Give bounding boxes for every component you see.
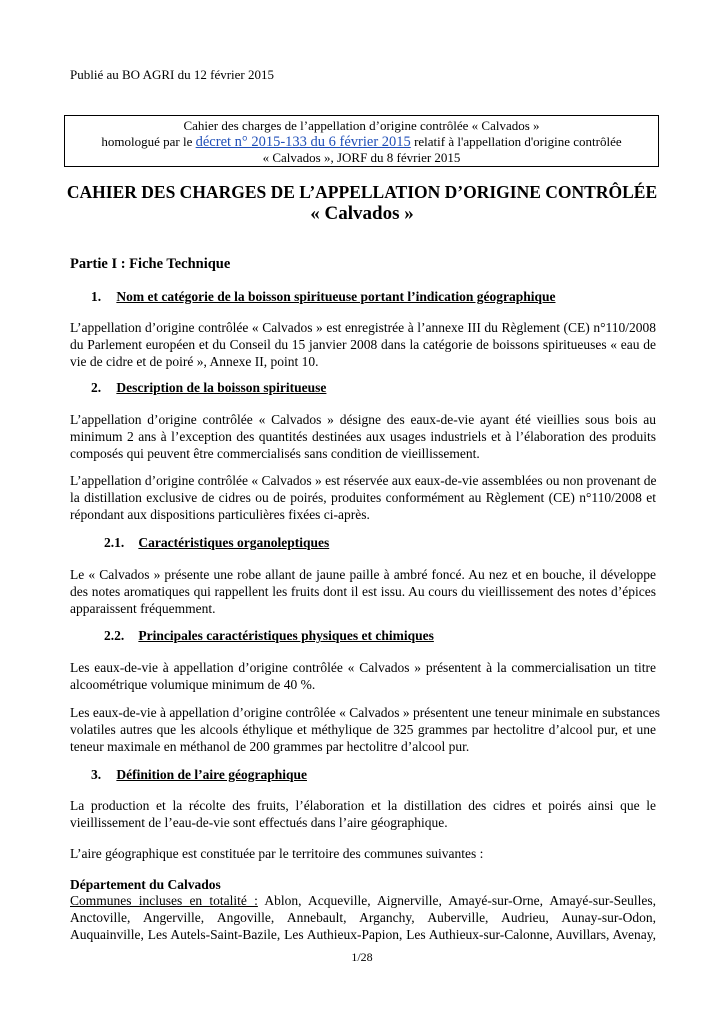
section-1-title: Nom et catégorie de la boisson spiritueuse portant l’indication géographique [116, 289, 556, 304]
reference-box [64, 115, 659, 167]
page-number: 1/28 [351, 950, 373, 964]
text-line: des notes aromatiques qui rappellent les fruits dont il est issu. Au cours du vieillissement des notes d’épices [70, 584, 656, 599]
section-2-paragraph-2 [70, 472, 656, 523]
section-3-number: 3. [91, 767, 102, 782]
section-2-2-number: 2.2. [104, 628, 125, 643]
decree-link[interactable]: décret n° 2015-133 du 6 février 2015 [195, 134, 411, 150]
title-line-2: « Calvados » [310, 203, 414, 224]
communes-line: Auquainville, Les Autels-Saint-Bazile, Les Authieux-Papion, Les Authieux-sur-Calonne, Auvillars, Avenay, [70, 927, 656, 942]
text-line: répondant aux dispositions particulières fixées ci-après. [70, 507, 370, 522]
title-line-1: CAHIER DES CHARGES DE L’APPELLATION D’ORIGINE CONTRÔLÉE [66, 182, 658, 202]
text-line: L’aire géographique est constituée par le territoire des communes suivantes : [70, 846, 484, 861]
communes-line [70, 892, 656, 909]
section-1-paragraph [70, 319, 656, 370]
section-1-heading [91, 289, 556, 305]
text-line: Les eaux-de-vie à appellation d’origine contrôlée « Calvados » présentent à la commercialisation un titre [70, 660, 656, 675]
text-line: L’appellation d’origine contrôlée « Calvados » est réservée aux eaux-de-vie assemblées ou non provenant de [70, 473, 657, 488]
text-line: composés qui peuvent être commercialisés sans condition de vieillissement. [70, 446, 480, 461]
text-line: L’appellation d’origine contrôlée « Calvados » est enregistrée à l’annexe III du Règlement (CE) n°110/2008 [70, 320, 656, 335]
section-3-heading [91, 767, 307, 783]
text-line: teneur maximale en méthanol de 200 grammes par hectolitre d’alcool pur. [70, 739, 470, 754]
section-2-heading [91, 380, 326, 396]
text-line: alcoométrique volumique minimum de 40 %. [70, 677, 316, 692]
box-line-2-post: relatif à l'appellation d'origine contrôlée [414, 134, 622, 149]
section-2-1-paragraph [70, 566, 656, 617]
text-line: volatiles autres que les alcools éthylique et méthylique de 325 grammes par hectolitre d’alcool pur, et une [70, 722, 656, 737]
text-line: La production et la récolte des fruits, l’élaboration et la distillation des cidres et poirés ainsi que le [70, 798, 656, 813]
text-line: la distillation exclusive de cidres ou de poirés, produites conformément au Règlement (CE) n°110/2008 et [70, 490, 656, 505]
section-2-2-paragraph-2 [70, 704, 661, 755]
text-line: minimum 2 ans à l’exception des quantités destinées aux usages industriels et à l’élaboration des produits [70, 429, 656, 444]
department-heading: Département du Calvados [70, 877, 221, 892]
communes-list [70, 892, 656, 943]
section-2-1-heading [104, 535, 329, 551]
section-3-paragraph-2 [70, 845, 656, 862]
text-line: Les eaux-de-vie à appellation d’origine contrôlée « Calvados » présentent une teneur minimale en substances [70, 705, 661, 720]
part-heading: Partie I : Fiche Technique [70, 256, 231, 272]
section-2-1-number: 2.1. [104, 535, 125, 550]
box-line-2-pre: homologué par le [101, 134, 193, 149]
communes-line: Anctoville, Angerville, Angoville, Annebault, Arganchy, Auberville, Audrieu, Aunay-sur-Odon, [70, 910, 656, 925]
section-1-number: 1. [91, 289, 102, 304]
box-line-2 [65, 134, 658, 150]
section-2-1-title: Caractéristiques organoleptiques [138, 535, 330, 550]
section-2-2-heading [104, 628, 434, 644]
section-3-paragraph-1 [70, 797, 656, 831]
section-2-2-paragraph-1 [70, 659, 656, 693]
box-line-1: Cahier des charges de l’appellation d’origine contrôlée « Calvados » [183, 118, 540, 133]
publication-note: Publié au BO AGRI du 12 février 2015 [70, 67, 275, 82]
section-2-number: 2. [91, 380, 102, 395]
document-title [40, 181, 684, 225]
communes-label: Communes incluses en totalité : [70, 893, 258, 908]
section-2-2-title: Principales caractéristiques physiques et chimiques [138, 628, 434, 643]
text-line: du Parlement européen et du Conseil du 15 janvier 2008 dans la catégorie de boissons spiritueuses « eau de [70, 337, 656, 352]
section-2-title: Description de la boisson spiritueuse [116, 380, 327, 395]
box-line-3: « Calvados », JORF du 8 février 2015 [262, 150, 461, 165]
communes-text: Ablon, Acqueville, Aignerville, Amayé-sur-Orne, Amayé-sur-Seulles, [264, 893, 656, 908]
text-line: L’appellation d’origine contrôlée « Calvados » désigne des eaux-de-vie ayant été vieillies sous bois au [70, 412, 656, 427]
text-line: Le « Calvados » présente une robe allant de jaune paille à ambré foncé. Au nez et en bouche, il développe [70, 567, 656, 582]
section-3-title: Définition de l’aire géographique [116, 767, 307, 782]
text-line: apparaissent fréquemment. [70, 601, 216, 616]
section-2-paragraph-1 [70, 411, 656, 462]
text-line: vie de cidre et de poiré », Annexe II, point 10. [70, 354, 319, 369]
text-line: vieillissement de l’eau-de-vie sont effectués dans l’aire géographique. [70, 815, 448, 830]
